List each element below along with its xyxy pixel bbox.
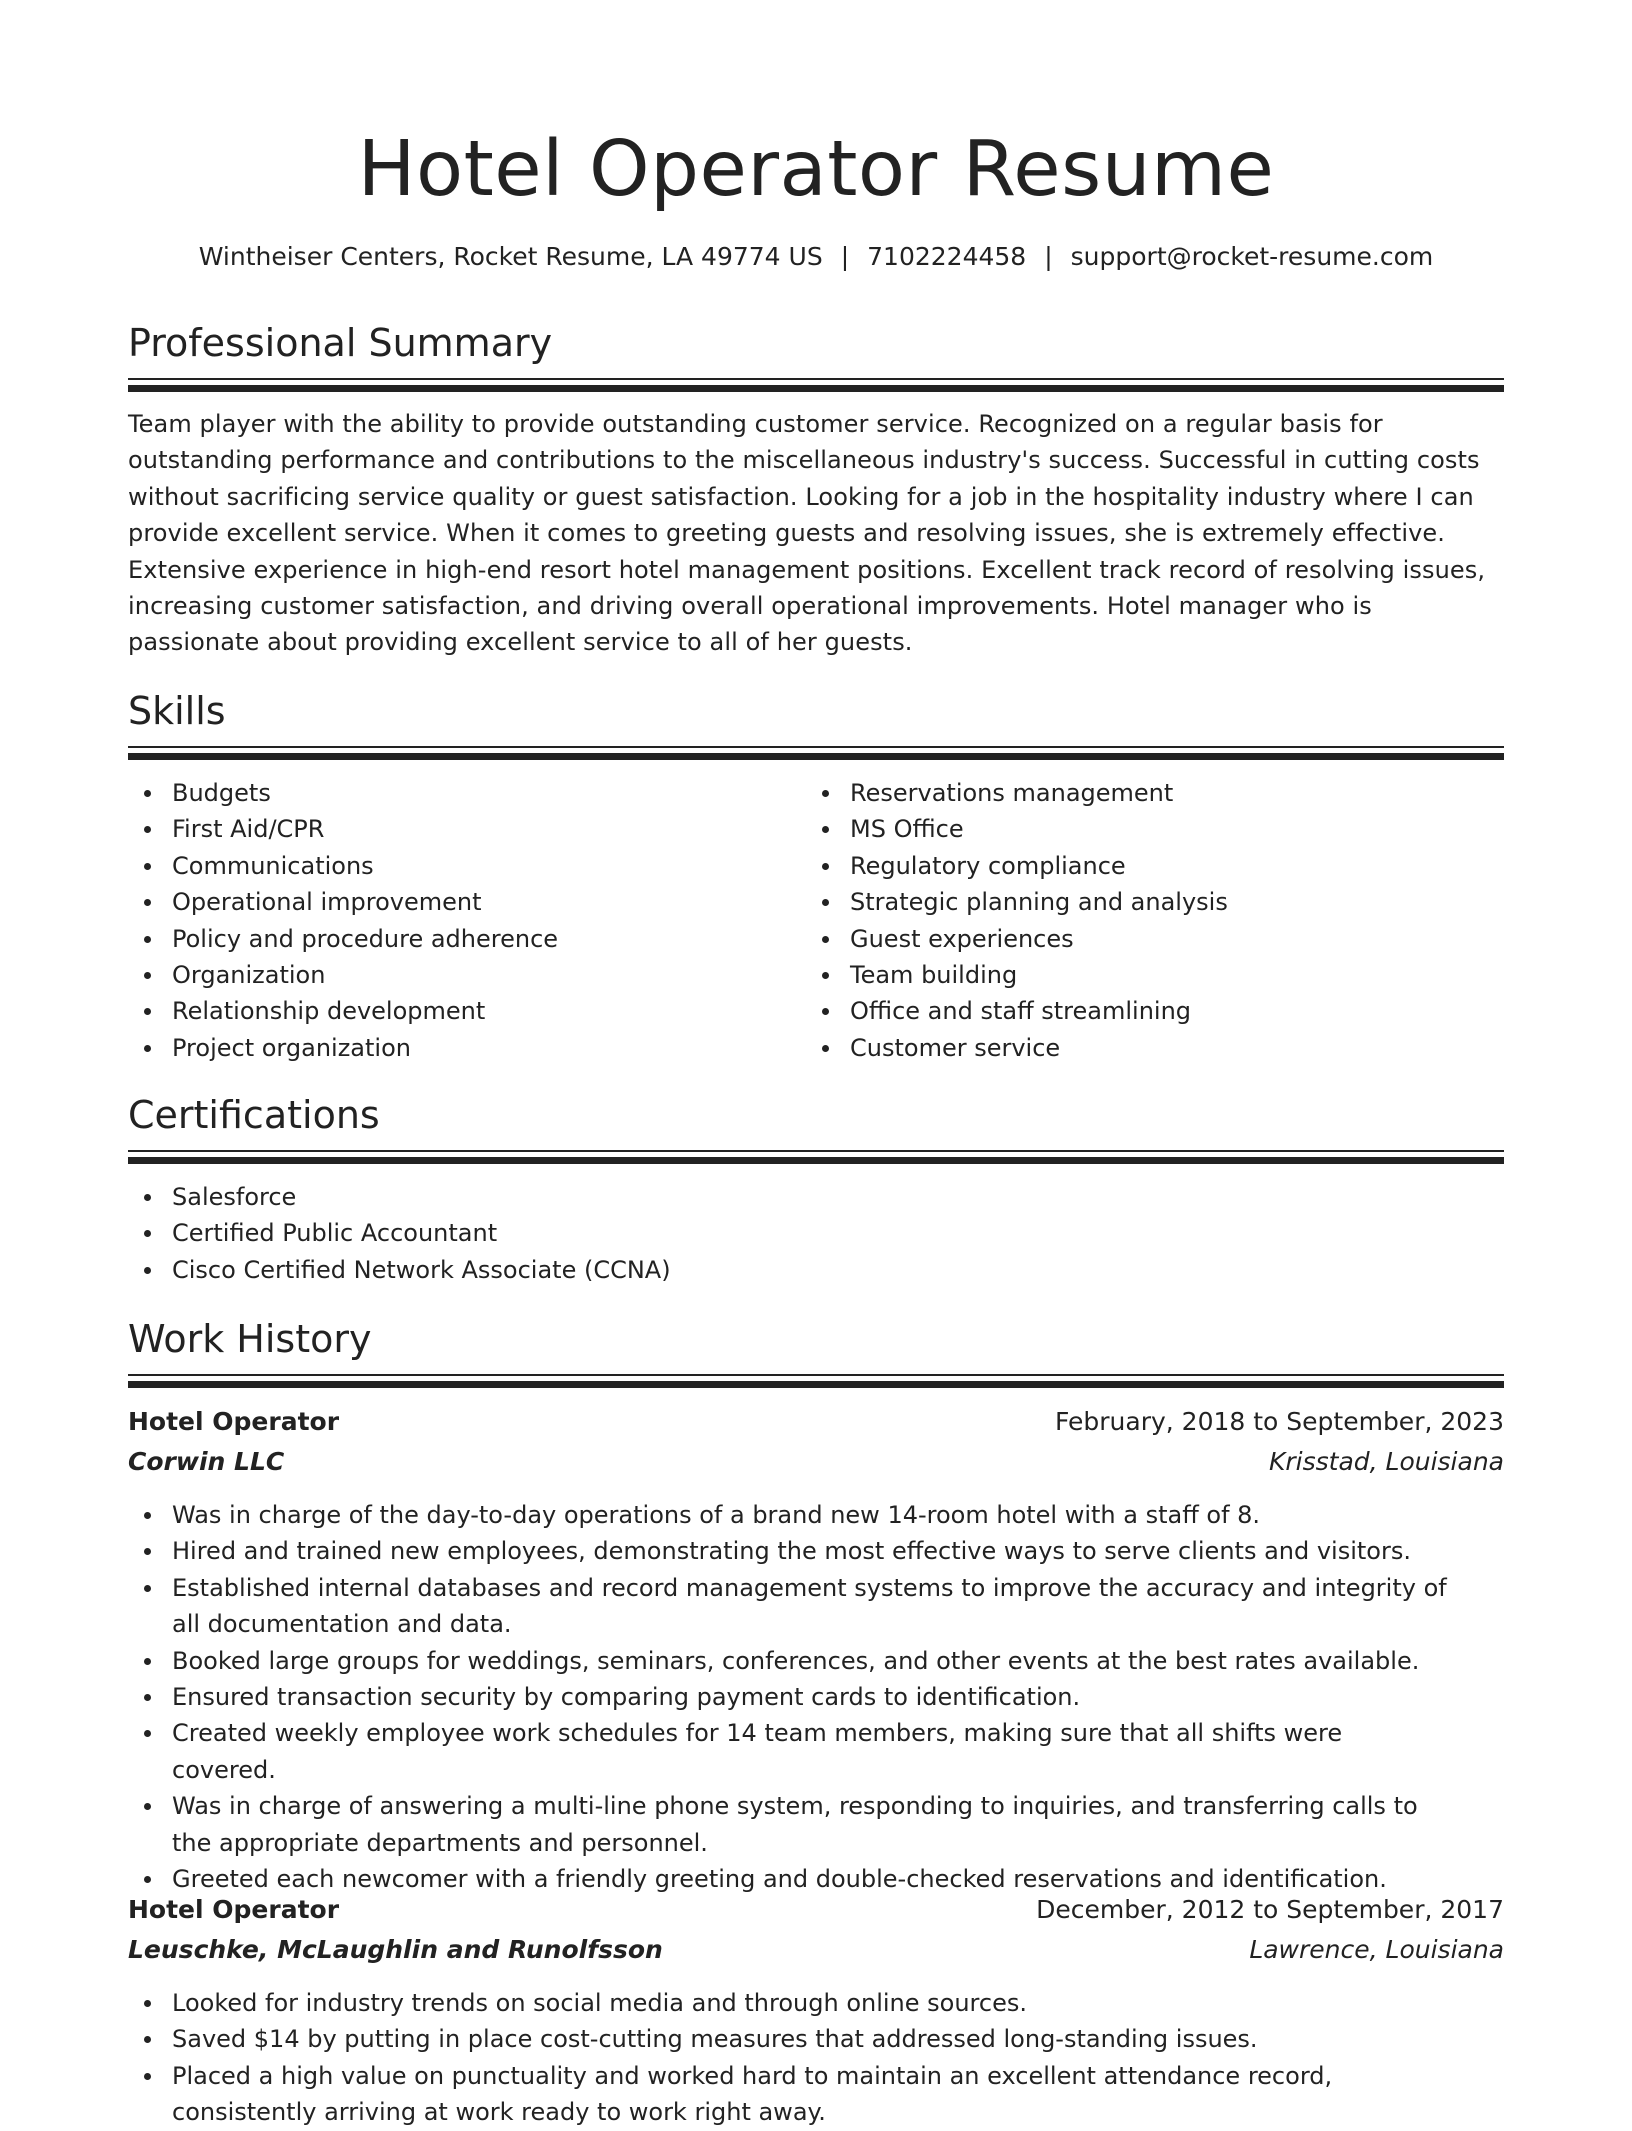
- certification-item: Certified Public Accountant: [128, 1215, 1504, 1251]
- contact-separator: |: [840, 242, 850, 271]
- contact-line: [128, 240, 1504, 274]
- section-heading-skills: Skills: [128, 689, 226, 733]
- job-bullet: Was in charge of answering a multi-line phone system, responding to inquiries, and transferring calls to the appropriate departments and personnel.: [128, 1788, 1448, 1861]
- job-title: Hotel Operator: [128, 1895, 340, 1924]
- skill-item: Reservations management: [806, 775, 1504, 811]
- skill-item: Team building: [806, 957, 1504, 993]
- section-heading-certifications: Certifications: [128, 1093, 380, 1137]
- skill-item: Strategic planning and analysis: [806, 884, 1504, 920]
- job-dates: December, 2012 to September, 2017: [1036, 1895, 1504, 1924]
- certification-item: Salesforce: [128, 1179, 1504, 1215]
- job-bullet: Greeted each newcomer with a friendly greeting and double-checked reservations and identification.: [128, 1861, 1448, 1897]
- skill-item: First Aid/CPR: [128, 811, 788, 847]
- skill-item: Customer service: [806, 1030, 1504, 1066]
- job-bullet: Placed a high value on punctuality and worked hard to maintain an excellent attendance record, consistently arriving at work ready to work right away.: [128, 2058, 1448, 2131]
- skills-list-right: [806, 775, 1504, 1066]
- job-company: Leuschke, McLaughlin and Runolfsson: [128, 1935, 663, 1964]
- job-bullet: Was in charge of the day-to-day operations of a brand new 14-room hotel with a staff of 8.: [128, 1497, 1448, 1533]
- skill-item: Regulatory compliance: [806, 848, 1504, 884]
- job-company: Corwin LLC: [128, 1447, 285, 1476]
- summary-text: Team player with the ability to provide outstanding customer service. Recognized on a regular basis for outstanding performance and contributions to the miscellaneous industry's success. Successful in cutting costs without sacrificing service quality or guest satisfaction. Looking for a job in the hospitality industry where I can provide excellent service. When it comes to greeting guests and resolving issues, she is extremely effective. Extensive experience in high-end resort hotel management positions. Excellent track record of resolving issues, increasing customer satisfaction, and driving overall operational improvements. Hotel manager who is passionate about providing excellent service to all of her guests.: [128, 410, 1486, 657]
- skill-item: Guest experiences: [806, 921, 1504, 957]
- skill-item: Project organization: [128, 1030, 788, 1066]
- skill-item: Organization: [128, 957, 788, 993]
- certifications-list: [128, 1179, 1504, 1288]
- contact-phone: 7102224458: [867, 242, 1027, 271]
- section-divider: [128, 1150, 1504, 1164]
- section-divider: [128, 1374, 1504, 1388]
- section-heading-work-history: Work History: [128, 1317, 372, 1361]
- certification-item: Cisco Certified Network Associate (CCNA): [128, 1252, 1504, 1288]
- job-dates: February, 2018 to September, 2023: [1055, 1407, 1504, 1436]
- job-bullet: Established internal databases and record management systems to improve the accuracy and integrity of all documentation and data.: [128, 1570, 1448, 1643]
- job-bullet: Ensured transaction security by comparing payment cards to identification.: [128, 1679, 1448, 1715]
- skill-item: Relationship development: [128, 993, 788, 1029]
- skill-item: MS Office: [806, 811, 1504, 847]
- job-bullet: Looked for industry trends on social media and through online sources.: [128, 1985, 1448, 2021]
- skill-item: Budgets: [128, 775, 788, 811]
- job-bullet: Hired and trained new employees, demonstrating the most effective ways to serve clients and visitors.: [128, 1533, 1448, 1569]
- skill-item: Operational improvement: [128, 884, 788, 920]
- job-location: Lawrence, Louisiana: [1249, 1935, 1504, 1964]
- contact-email: support@rocket-resume.com: [1070, 242, 1434, 271]
- contact-address: Wintheiser Centers, Rocket Resume, LA 49774 US: [198, 242, 823, 271]
- skill-item: Communications: [128, 848, 788, 884]
- job-location: Krisstad, Louisiana: [1268, 1447, 1504, 1476]
- skill-item: Policy and procedure adherence: [128, 921, 788, 957]
- resume-title: Hotel Operator Resume: [357, 125, 1275, 214]
- skill-item: Office and staff streamlining: [806, 993, 1504, 1029]
- job-title: Hotel Operator: [128, 1407, 340, 1436]
- job-bullet: Created weekly employee work schedules for 14 team members, making sure that all shifts were covered.: [128, 1715, 1448, 1788]
- job-bullets: [128, 1497, 1448, 1897]
- section-divider: [128, 746, 1504, 760]
- contact-separator: |: [1044, 242, 1053, 271]
- job-bullets: [128, 1985, 1448, 2131]
- job-bullet: Booked large groups for weddings, seminars, conferences, and other events at the best rates available.: [128, 1643, 1448, 1679]
- skills-list-left: [128, 775, 788, 1066]
- section-divider: [128, 378, 1504, 392]
- section-heading-summary: Professional Summary: [128, 321, 553, 365]
- job-bullet: Saved $14 by putting in place cost-cutting measures that addressed long-standing issues.: [128, 2021, 1448, 2057]
